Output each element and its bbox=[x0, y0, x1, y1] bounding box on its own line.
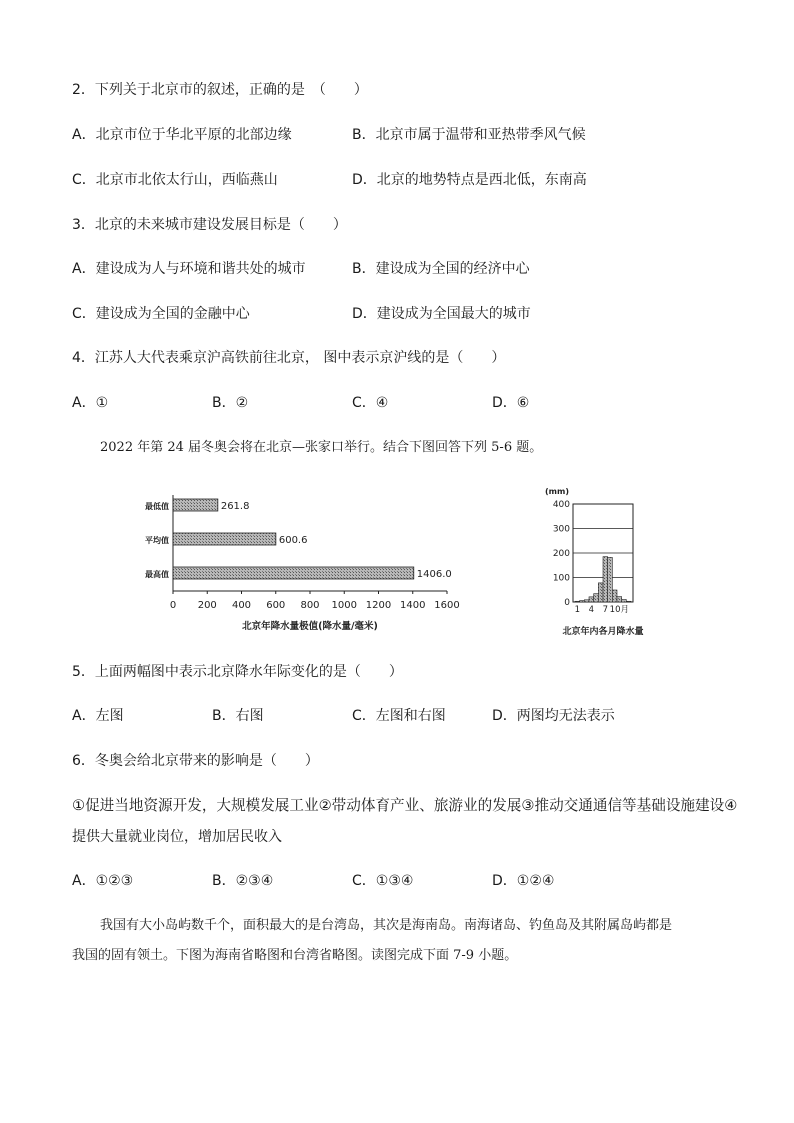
y-tick-label: 100 bbox=[552, 573, 570, 584]
q3-option-c: C．建设成为全国的金融中心 bbox=[72, 306, 250, 322]
q4-option-b: B．② bbox=[212, 395, 249, 411]
month-bar bbox=[622, 600, 627, 602]
category-label: 平均值 bbox=[145, 536, 169, 545]
month-bar bbox=[608, 557, 613, 602]
q6-stem: 6．冬奥会给北京带来的影响是（ ） bbox=[72, 753, 319, 769]
q2-option-c: C．北京市北依太行山，西临燕山 bbox=[72, 172, 278, 188]
intro-7-9-line2: 我国的固有领土。下图为海南省略图和台湾省略图。读图完成下面 7-9 小题。 bbox=[72, 948, 518, 963]
y-tick-label: 200 bbox=[552, 549, 570, 559]
q6-option-c: C．①③④ bbox=[352, 873, 414, 889]
category-label: 最低值 bbox=[145, 502, 169, 511]
month-bar bbox=[575, 601, 580, 602]
q5-option-b: B．右图 bbox=[212, 708, 264, 724]
x-tick-label: 400 bbox=[231, 600, 252, 611]
chart-title: 北京年降水量极值(降水量/毫米) bbox=[242, 621, 378, 632]
q6-option-b: B．②③④ bbox=[212, 873, 274, 889]
q5-option-a: A．左图 bbox=[72, 708, 124, 724]
q2-option-d: D．北京的地势特点是西北低，东南高 bbox=[352, 172, 587, 188]
x-tick-label: 1400 bbox=[400, 600, 426, 611]
month-bar bbox=[589, 597, 594, 602]
x-tick-label: 10月 bbox=[609, 605, 629, 615]
bar bbox=[173, 499, 218, 511]
q2-option-a: A．北京市位于华北平原的北部边缘 bbox=[72, 127, 292, 143]
bar bbox=[173, 567, 414, 579]
x-tick-label: 1600 bbox=[434, 600, 460, 611]
q4-stem: 4．江苏人大代表乘京沪高铁前往北京， 图中表示京沪线的是（ ） bbox=[72, 350, 506, 366]
q4-option-d: D．⑥ bbox=[492, 395, 530, 411]
month-bar bbox=[598, 583, 603, 602]
q5-stem: 5．上面两幅图中表示北京降水年际变化的是（ ） bbox=[72, 664, 403, 680]
chart-monthly-precipitation bbox=[535, 482, 675, 642]
y-tick-label: 0 bbox=[564, 598, 570, 608]
q3-option-a: A．建设成为人与环境和谐共处的城市 bbox=[72, 261, 306, 277]
q2-stem: 2．下列关于北京市的叙述，正确的是 （ ） bbox=[72, 82, 368, 98]
x-tick-label: 7 bbox=[602, 605, 609, 615]
x-tick-label: 1 bbox=[574, 605, 581, 615]
data-label: 1406.0 bbox=[416, 569, 452, 580]
x-tick-label: 0 bbox=[169, 600, 177, 611]
x-tick-label: 800 bbox=[300, 600, 320, 611]
chart-annual-precipitation-extremes bbox=[125, 485, 475, 635]
y-tick-label: 400 bbox=[552, 500, 570, 510]
y-tick-label: 300 bbox=[552, 524, 570, 535]
bar bbox=[173, 533, 276, 545]
q3-option-b: B．建设成为全国的经济中心 bbox=[352, 261, 530, 277]
data-label: 600.6 bbox=[278, 535, 308, 546]
chart-title: 北京年内各月降水量 bbox=[562, 627, 644, 637]
x-tick-label: 600 bbox=[266, 600, 286, 611]
data-label: 261.8 bbox=[220, 501, 250, 512]
q6-option-d: D．①②④ bbox=[492, 873, 555, 889]
month-bar bbox=[626, 601, 631, 602]
q6-option-a: A．①②③ bbox=[72, 873, 134, 889]
q6-items-line1: ①促进当地资源开发，大规模发展工业②带动体育产业、旅游业的发展③推动交通通信等基础设施建设④ bbox=[72, 797, 738, 814]
q4-option-c: C．④ bbox=[352, 395, 389, 411]
q4-option-a: A．① bbox=[72, 395, 109, 411]
q3-option-d: D．建设成为全国最大的城市 bbox=[352, 306, 531, 322]
q5-option-c: C．左图和右图 bbox=[352, 708, 446, 724]
month-bar bbox=[603, 557, 608, 602]
month-bar bbox=[594, 594, 599, 602]
x-tick-label: 1200 bbox=[365, 600, 392, 611]
q6-items-line2: 提供大量就业岗位，增加居民收入 bbox=[72, 829, 282, 845]
unit-label: (mm) bbox=[545, 487, 569, 496]
category-label: 最高值 bbox=[145, 570, 169, 579]
month-bar bbox=[584, 600, 589, 602]
month-bar bbox=[580, 601, 585, 602]
q3-stem: 3．北京的未来城市建设发展目标是（ ） bbox=[72, 217, 347, 233]
month-bar bbox=[617, 597, 622, 602]
x-tick-label: 200 bbox=[197, 600, 217, 611]
q2-option-b: B．北京市属于温带和亚热带季风气候 bbox=[352, 127, 586, 143]
month-bar bbox=[612, 590, 617, 602]
q5-option-d: D．两图均无法表示 bbox=[492, 708, 615, 724]
x-tick-label: 4 bbox=[588, 605, 595, 615]
x-tick-label: 1000 bbox=[331, 600, 357, 611]
intro-5-6: 2022 年第 24 届冬奥会将在北京—张家口举行。结合下图回答下列 5-6 题。 bbox=[100, 440, 543, 455]
intro-7-9-line1: 我国有大小岛屿数千个，面积最大的是台湾岛，其次是海南岛。南海诸岛、钓鱼岛及其附属岛屿都是 bbox=[100, 918, 673, 933]
